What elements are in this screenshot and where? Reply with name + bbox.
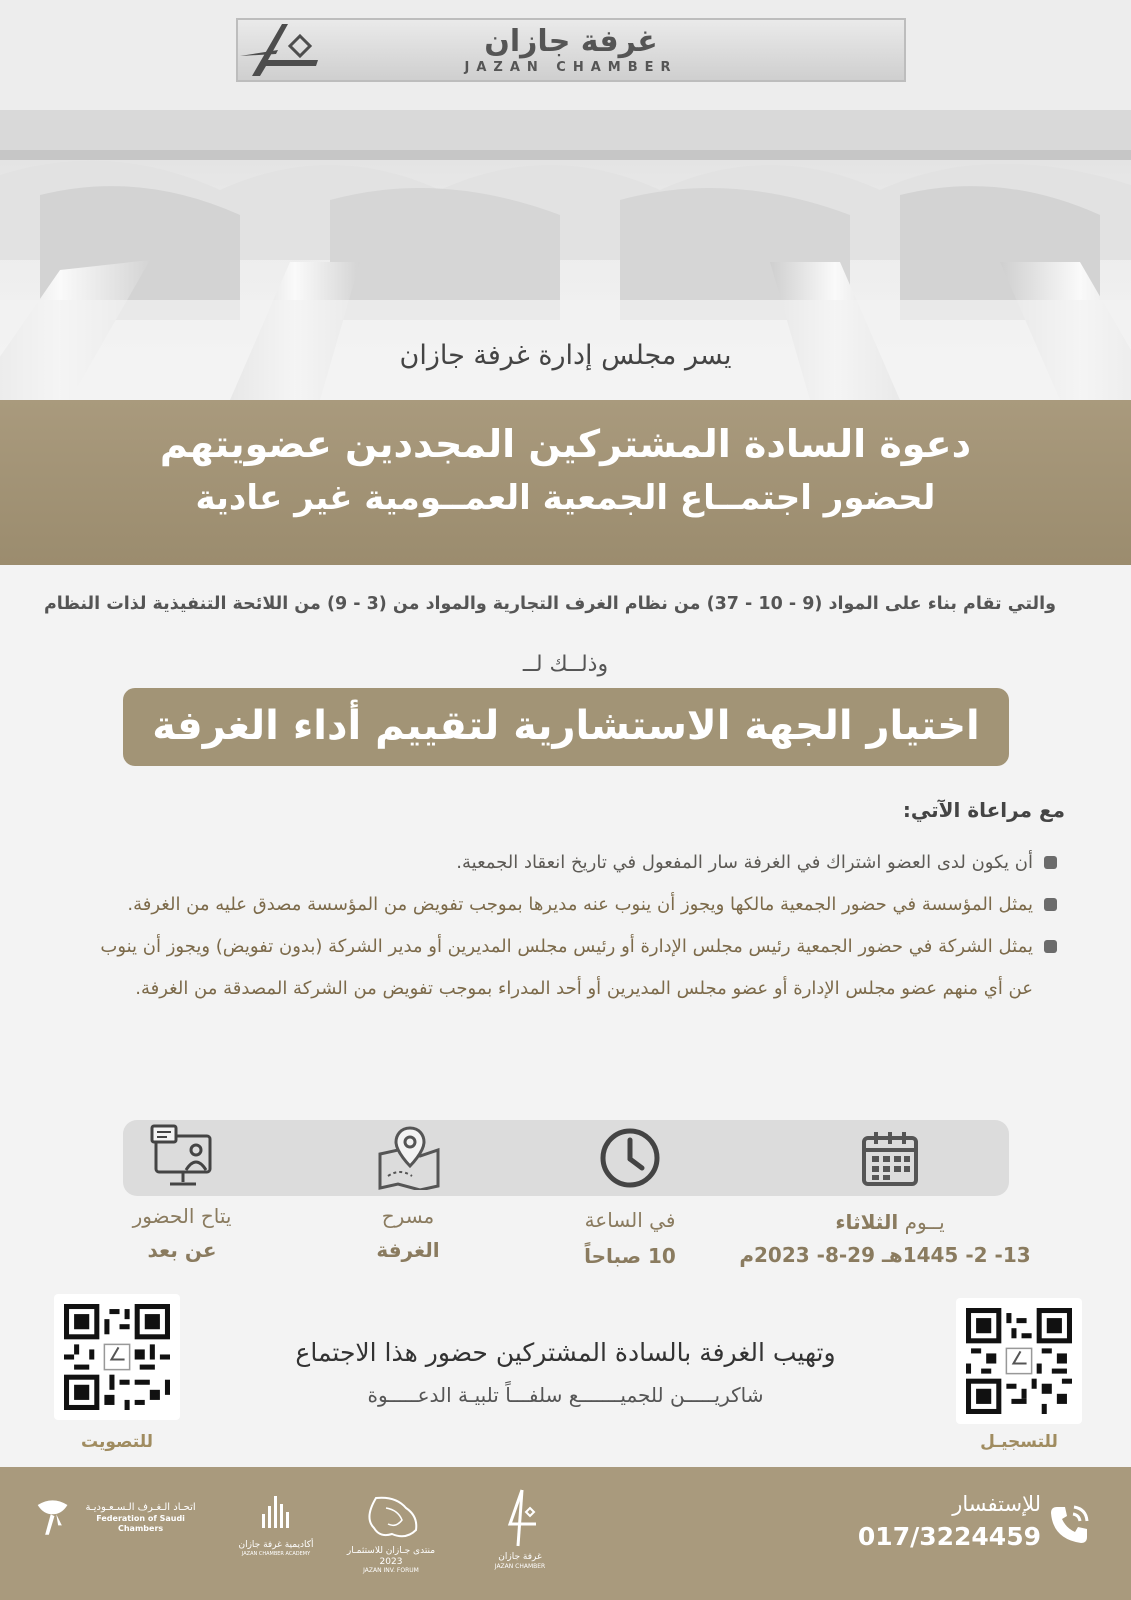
date-label-day: الثلاثاء	[835, 1210, 899, 1234]
chamber-logo-ar: غرفة جازان	[498, 1551, 542, 1562]
time-label: في الساعة	[584, 1208, 676, 1232]
phone-number[interactable]: 017/3224459	[857, 1522, 1041, 1551]
greeting-text: يسر مجلس إدارة غرفة جازان	[399, 340, 732, 371]
date-value: 13- 2- 1445هـ 29-8- 2023م	[739, 1243, 1031, 1267]
jazan-forum-logo	[336, 1494, 446, 1575]
list-item: يمثل الشركة في حضور الجمعية رئيس مجلس الإدارة أو رئيس مجلس المديرين أو مدير الشركة (بدون تفويض) ويجوز أن ينوب عن أي منهم عضو مجلس الإدارة أو عضو مجلس المديرين أو أحد المدراء بموجب تفويض من الشركة المصدقة من الغرفة.	[83, 926, 1033, 1010]
hero-building-image	[0, 0, 1131, 400]
chamber-signboard	[236, 18, 906, 82]
register-label: للتسجيـل	[980, 1432, 1058, 1452]
sign-english-text: JAZAN CHAMBER	[464, 59, 678, 75]
list-item: يمثل المؤسسة في حضور الجمعية مالكها ويجوز أن ينوب عنه مديرها بموجب تفويض من المؤسسة مصدق عليه من الغرفة.	[83, 884, 1033, 926]
date-label-prefix: يــوم	[904, 1210, 945, 1234]
chamber-logo-icon	[500, 1488, 540, 1548]
sign-arabic-text: غرفة جازان	[484, 23, 658, 59]
invitation-subtitle: لحضور اجتمــاع الجمعية العمــومية غير عادية	[195, 478, 936, 518]
jazan-chamber-logo	[470, 1488, 570, 1570]
for-the-purpose-text: وذلــك لــ	[522, 652, 609, 677]
forum-map-icon	[356, 1494, 426, 1542]
chamber-logo-en: JAZAN CHAMBER	[494, 1562, 546, 1570]
remote-value: عن بعد	[147, 1238, 217, 1262]
closing-thanks-text: شاكريـــــن للجميـــــــع سلفـــاً تلبيـة الدعـــــوة	[367, 1383, 764, 1407]
invitation-title: دعوة السادة المشتركين المجددين عضويتهم	[159, 422, 972, 466]
place-value: الغرفة	[376, 1238, 440, 1262]
federation-logo-en: Federation of Saudi Chambers	[96, 1514, 185, 1533]
chamber-academy-logo	[226, 1492, 326, 1557]
article-reference-text: والتي تقام بناء على المواد (9 - 10 - 37) من نظام الغرف التجارية والمواد من (3 - 9) من اللائحة التنفيذية لذات النظام	[43, 594, 1056, 614]
phone-icon[interactable]	[1047, 1503, 1091, 1547]
notes-list	[83, 842, 1033, 1010]
academy-logo-en: JAZAN CHAMBER ACADEMY	[241, 1550, 311, 1557]
academy-logo-ar: أكاديمية غرفة جازان	[238, 1539, 314, 1550]
calendar-icon	[860, 1128, 920, 1188]
forum-logo-en: JAZAN INV. FORUM	[363, 1567, 419, 1575]
notes-title: مع مراعاة الآتي:	[902, 798, 1065, 822]
federation-emblem-icon	[34, 1496, 71, 1540]
time-value: 10 صباحاً	[584, 1244, 676, 1268]
federation-logo-ar: اتحـاد الـغـرف الـسـعـوديـة	[85, 1502, 196, 1514]
online-meeting-icon	[150, 1124, 216, 1190]
closing-welcome-text: وتهيب الغرفة بالسادة المشتركين حضور هذا الاجتماع	[295, 1338, 836, 1367]
clock-icon	[598, 1126, 662, 1190]
academy-bars-icon	[256, 1492, 296, 1536]
list-item: أن يكون لدى العضو اشتراك في الغرفة سار المفعول في تاريخ انعقاد الجمعية.	[83, 842, 1033, 884]
chamber-logo-icon	[238, 20, 328, 78]
date-label	[780, 1210, 1000, 1234]
meeting-purpose-box: اختيار الجهة الاستشارية لتقييم أداء الغرفة	[123, 688, 1009, 766]
vote-label: للتصويت	[80, 1432, 154, 1452]
place-label: مسرح	[381, 1204, 435, 1228]
remote-label: يتاح الحضور	[132, 1204, 232, 1228]
inquiry-label: للإستفسار	[952, 1492, 1041, 1516]
map-location-icon	[376, 1124, 442, 1190]
federation-logo	[34, 1496, 204, 1540]
invitation-band	[0, 400, 1131, 565]
forum-logo-ar: منتدى جـازان للاستثمـار 2023	[346, 1545, 436, 1567]
